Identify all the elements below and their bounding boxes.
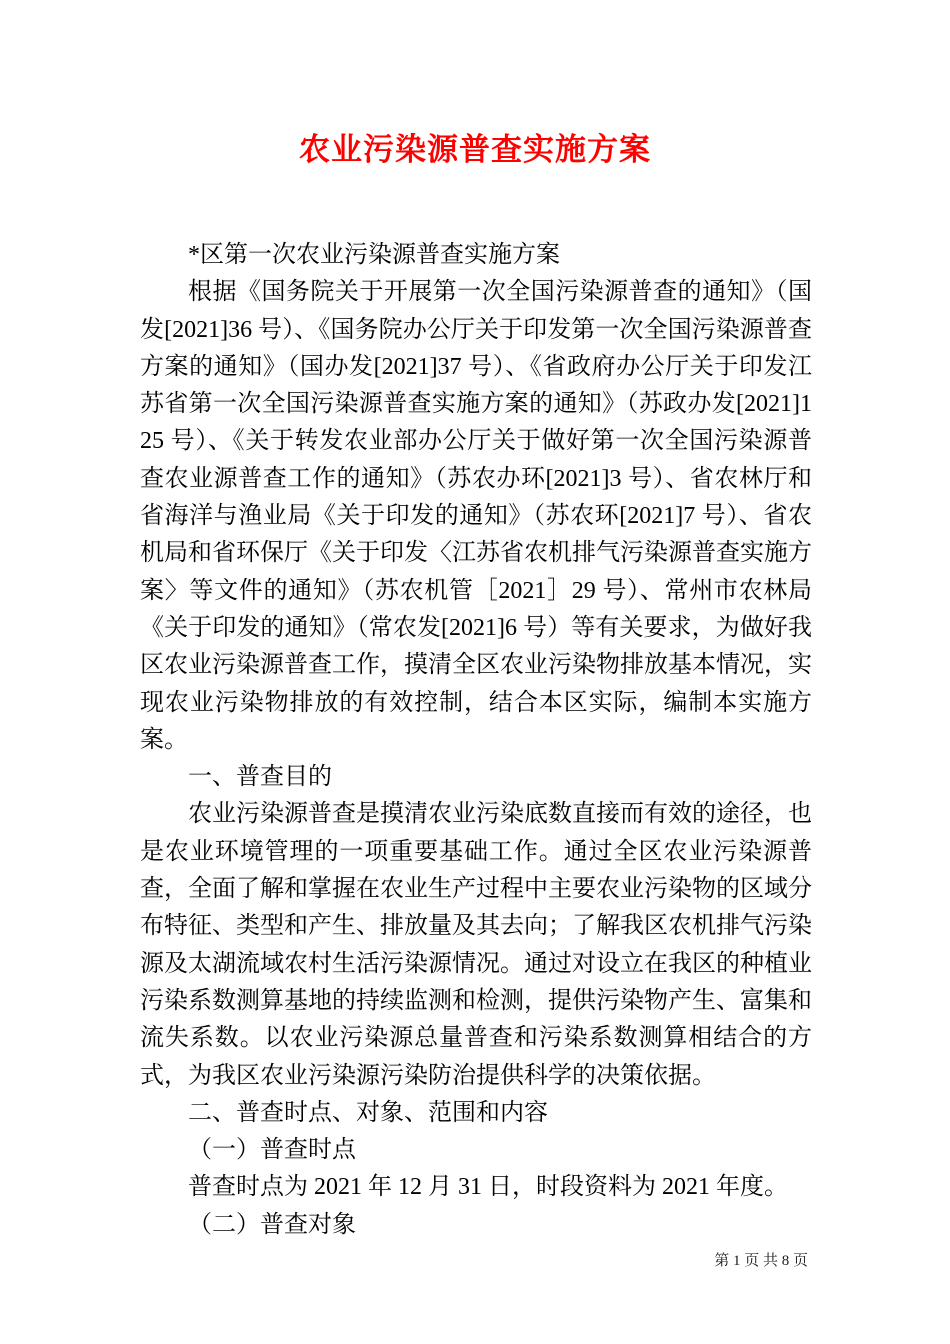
section-heading-purpose: 一、普查目的 [188, 764, 332, 791]
subsection-heading-time: （一）普查时点 [188, 1137, 356, 1164]
page-number: 第 1 页 共 8 页 [714, 1253, 808, 1269]
section-heading-scope: 二、普查时点、对象、范围和内容 [188, 1099, 548, 1126]
document-body [140, 237, 812, 1244]
purpose-paragraph: 农业污染源普查是摸清农业污染底数直接而有效的途径，也是农业环境管理的一项重要基础工作。通过全区农业污染源普查，全面了解和掌握在农业生产过程中主要农业污染物的区域分布特征、类型和产生、排放量及其去向；了解我区农机排气污染源及太湖流域农村生活污染源情况。通过对设立在我区的种植业污染系数测算基地的持续监测和检测，提供污染物产生、富集和流失系数。以农业污染源总量普查和污染系数测算相结合的方式，为我区农业污染源污染防治提供科学的决策依据。 [140, 801, 812, 1089]
document-title: 农业污染源普查实施方案 [299, 132, 651, 167]
intro-paragraph: 根据《国务院关于开展第一次全国污染源普查的通知》（国发[2021]36 号）、《国务院办公厅关于印发第一次全国污染源普查方案的通知》（国办发[2021]37 号）、《省政府办公厅关于印发江苏省第一次全国污染源普查实施方案的通知》（苏政办发[2021]125 号）、《关于转发农业部办公厅关于做好第一次全国污染源普查农业源普查工作的通知》（苏农办环[2021]3 号）、省农林厅和省海洋与渔业局《关于印发的通知》（苏农环[2021]7 号）、省农机局和省环保厅《关于印发〈江苏省农机排气污染源普查实施方案〉等文件的通知》（苏农机管［2021］29 号）、常州市农林局《关于印发的通知》（常农发[2021]6 号）等有关要求，为做好我区农业污染源普查工作，摸清全区农业污染物排放基本情况，实现农业污染物排放的有效控制，结合本区实际，编制本实施方案。 [140, 279, 812, 753]
subsection-heading-object: （二）普查对象 [188, 1211, 356, 1238]
census-time-paragraph: 普查时点为 2021 年 12 月 31 日，时段资料为 2021 年度。 [188, 1174, 788, 1201]
subtitle-line: *区第一次农业污染源普查实施方案 [188, 242, 560, 268]
